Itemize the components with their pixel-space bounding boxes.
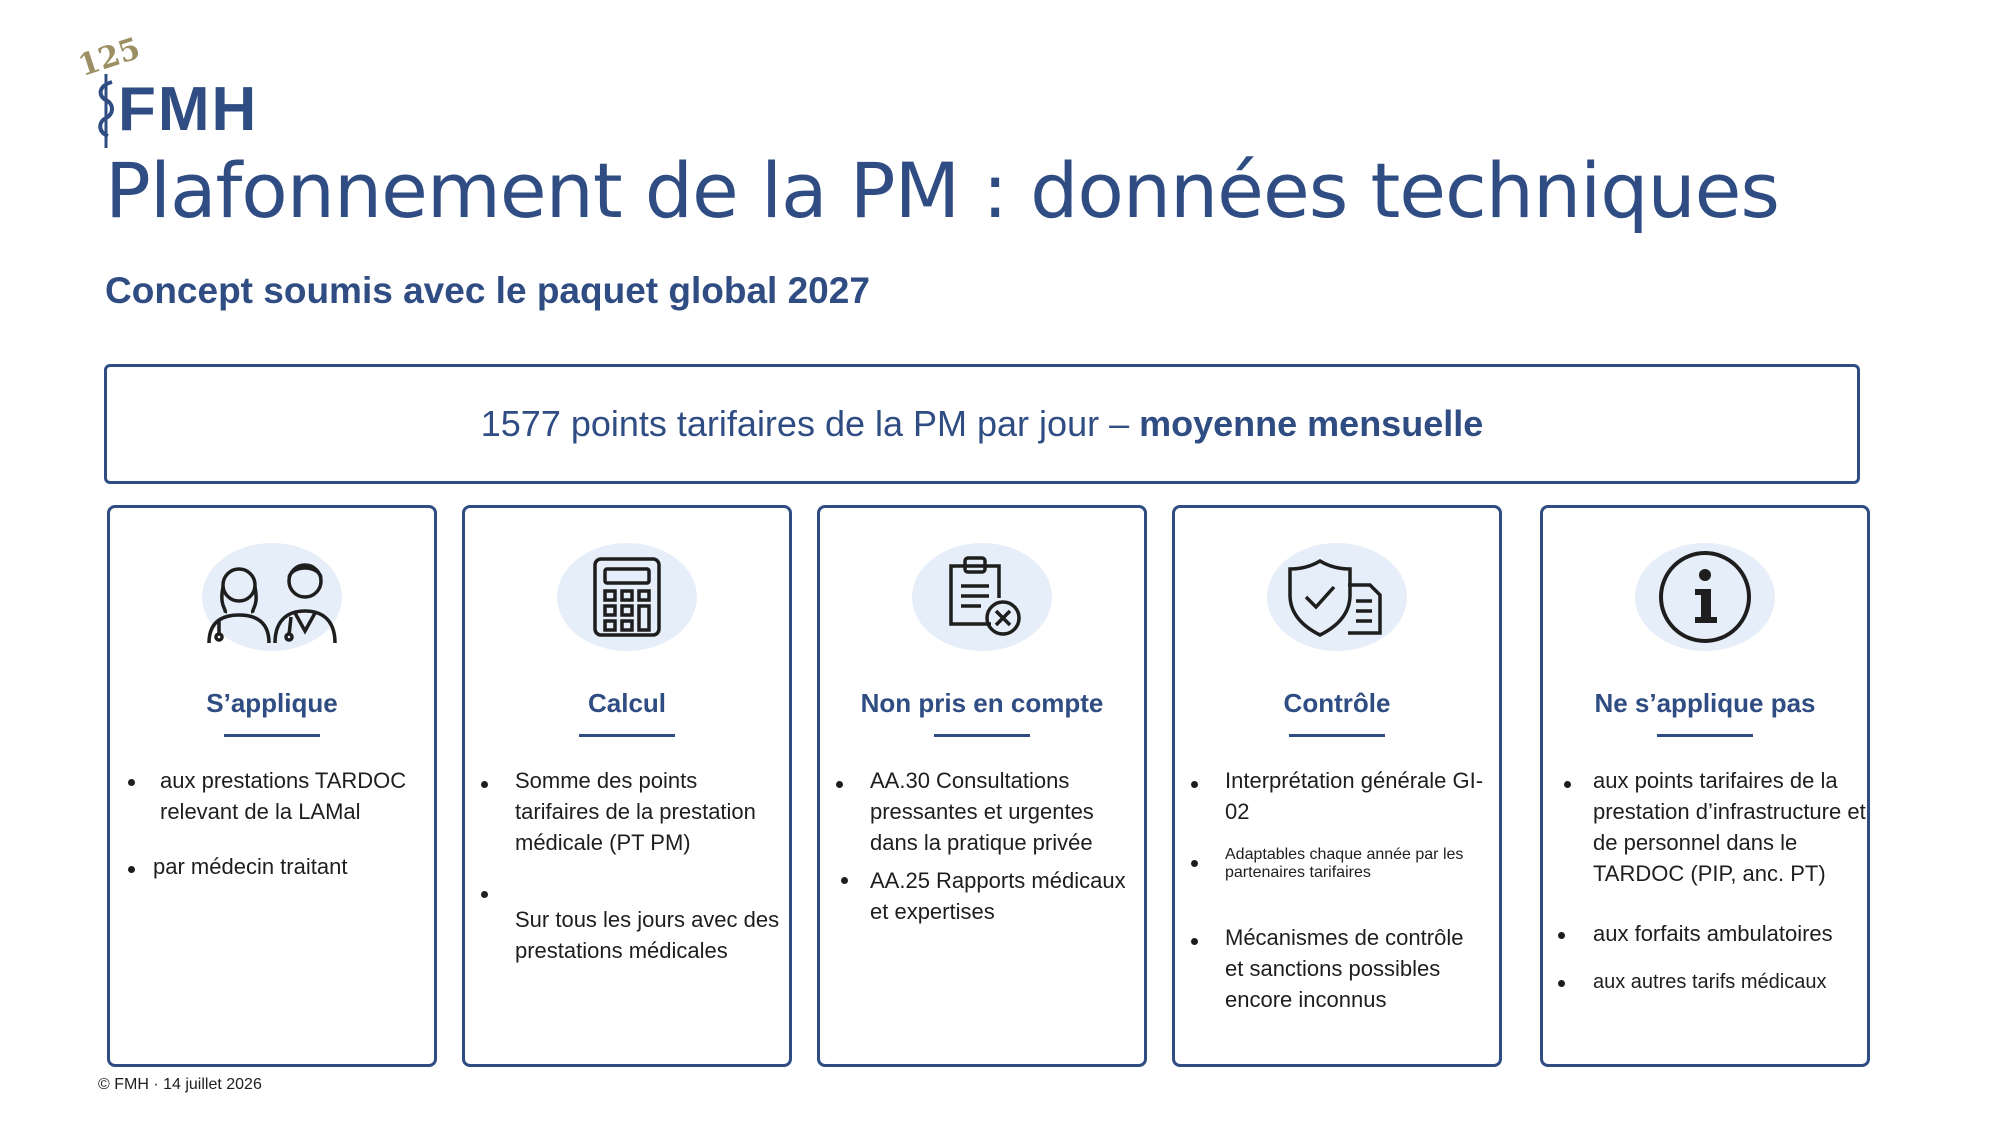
list-item: AA.30 Consultations pressantes et urgentes dans la pratique privée (870, 768, 1094, 855)
card-title: Calcul (587, 688, 667, 718)
list-item: Somme des points tarifaires de la prestation médicale (PT PM) (515, 768, 756, 855)
logo-name: FMH (118, 75, 259, 144)
title-underline (224, 734, 320, 737)
bullet (1191, 781, 1198, 788)
bullet (128, 866, 135, 873)
bullet (1558, 980, 1565, 987)
list-item: AA.25 Rapports médicaux et expertises (870, 868, 1126, 924)
clipboard-x-icon (937, 552, 1027, 642)
card-title: Non pris en compte (860, 688, 1104, 718)
list-item: aux forfaits ambulatoires (1593, 921, 1833, 946)
bullet (1558, 932, 1565, 939)
title-underline (579, 734, 675, 737)
list-item: aux autres tarifs médicaux (1593, 971, 1827, 993)
page-title: Plafonnement de la PM : données techniques (105, 146, 1780, 235)
title-underline (1289, 734, 1385, 737)
list-item: aux points tarifaires de la prestation d’infrastructure et de personnel dans le TARDOC (PIP, anc. PT) (1593, 768, 1866, 886)
summary-banner (104, 364, 1860, 484)
title-underline (934, 734, 1030, 737)
banner-bold-text: moyenne mensuelle (1139, 403, 1484, 444)
card-applies (107, 505, 437, 1067)
footer: © FMH · 14 juillet 2026 (98, 1076, 262, 1093)
list-item: aux prestations TARDOC relevant de la LAMal (160, 768, 407, 824)
staff-of-asclepius-icon (94, 70, 118, 150)
card-calculation (462, 505, 792, 1067)
list-item: Adaptables chaque année par les partenaires tarifaires (1225, 846, 1464, 881)
card-title: Contrôle (1283, 688, 1391, 718)
doctors-icon (197, 547, 347, 647)
list-item: Interprétation générale GI-02 (1225, 768, 1484, 824)
card-title: Ne s’applique pas (1594, 688, 1816, 718)
bullet (841, 877, 848, 884)
fmh-logo (74, 31, 276, 150)
card-title: S’applique (206, 688, 338, 718)
card-control (1172, 505, 1502, 1067)
title-underline (1657, 734, 1753, 737)
card-not-counted (817, 505, 1147, 1067)
bullet (1191, 938, 1198, 945)
page-subtitle: Concept soumis avec le paquet global 2027 (105, 270, 870, 311)
bullet (1564, 781, 1571, 788)
banner-text: 1577 points tarifaires de la PM par jour – (480, 403, 1130, 444)
bullet (1191, 860, 1198, 867)
calculator-icon (587, 555, 667, 639)
bullet (836, 781, 843, 788)
bullet (481, 781, 488, 788)
card-does-not-apply (1540, 505, 1870, 1067)
shield-check-icon (1282, 555, 1392, 639)
list-item: Sur tous les jours avec des prestations médicales (515, 907, 780, 963)
bullet (481, 891, 488, 898)
list-item: Mécanismes de contrôle et sanctions possibles encore inconnus (1225, 925, 1464, 1012)
info-icon (1655, 547, 1755, 647)
logo-anniversary: 125 (74, 31, 145, 84)
bullet (128, 779, 135, 786)
list-item: par médecin traitant (153, 854, 348, 879)
